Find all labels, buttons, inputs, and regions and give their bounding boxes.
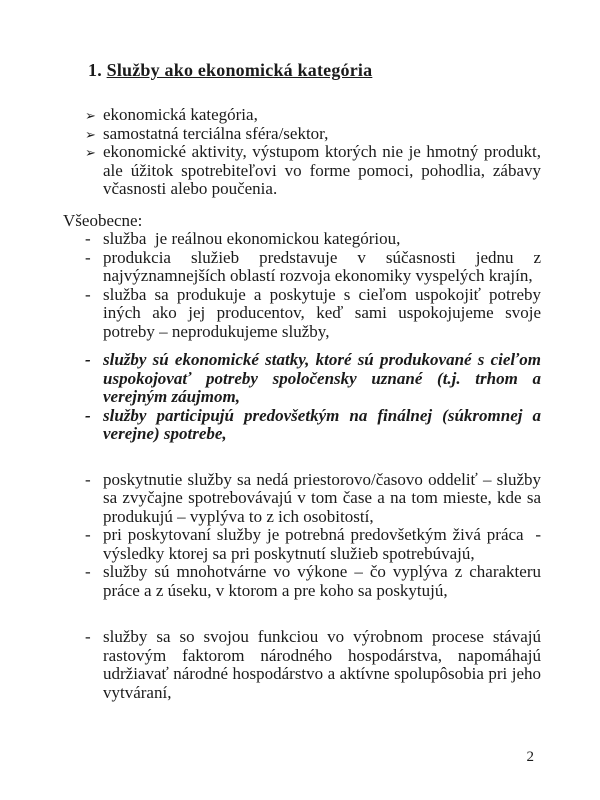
list-item (63, 628, 541, 702)
list-item-text: ekonomická kategória, (103, 105, 258, 124)
arrow-bullet-list (63, 106, 541, 199)
list-item (63, 471, 541, 527)
dash-list-emphasized (63, 351, 541, 444)
list-item-text: ekonomické aktivity, výstupom ktorých nie je hmotný produkt, ale úžitok spotrebiteľovi vo forme pomoci, pohodlia, zábavy včasnosti alebo poučenia. (103, 142, 541, 198)
arrow-bullet-icon: ➢ (85, 126, 96, 142)
list-item (63, 230, 541, 249)
list-item (63, 143, 541, 199)
dash-bullet-icon: - (85, 405, 91, 425)
list-item-text: služby sú mnohotvárne vo výkone – čo vyplýva z charakteru práce a z úseku, v ktorom a pre koho sa poskytujú, (103, 562, 541, 600)
arrow-bullet-icon: ➢ (85, 108, 96, 123)
list-item (63, 249, 541, 286)
dash-list-features (63, 471, 541, 601)
list-item-text: produkcia služieb predstavuje v súčasnosti jednu z najvýznamnejších oblastí rozvoja ekonomiky vyspelých krajín, (103, 247, 541, 285)
list-item-text: služby sa so svojou funkciou vo výrobnom procese stávajú rastovým faktorom národného hospodárstva, napomáhajú udržiavať národné hospodárstvo a aktívne spolupôsobia pri jeho vytváraní, (103, 627, 541, 702)
list-item (63, 286, 541, 342)
page-title (88, 58, 541, 82)
list-item-text: služby participujú predovšetkým na finálnej (súkromnej a verejne) spotrebe, (103, 405, 541, 443)
title-number: 1. (88, 60, 102, 80)
list-item (63, 563, 541, 600)
page-number: 2 (526, 749, 534, 765)
dash-bullet-icon: - (85, 469, 91, 489)
title-underlined-text: Služby ako ekonomická kategória (106, 60, 373, 80)
dash-bullet-icon: - (85, 627, 91, 646)
list-item (63, 106, 541, 125)
dash-list-general (63, 230, 541, 341)
dash-bullet-icon: - (85, 284, 91, 304)
list-item (63, 407, 541, 444)
list-item-text: poskytnutie služby sa nedá priestorovo/časovo oddeliť – služby sa zvyčajne spotrebovávajú v tom čase a na tom mieste, kde sa produkujú – vyplýva to z ich osobitostí, (103, 469, 541, 526)
dash-bullet-icon: - (85, 247, 91, 267)
list-item-text: samostatná terciálna sféra/sektor, (103, 123, 329, 143)
dash-bullet-icon: - (85, 562, 91, 581)
section-heading-vseobecne: Všeobecne: (63, 210, 143, 230)
dash-bullet-icon: - (85, 525, 91, 544)
dash-bullet-icon: - (85, 229, 91, 248)
list-item-text: služba je reálnou ekonomickou kategóriou, (103, 229, 401, 248)
dash-bullet-icon: - (85, 350, 91, 369)
dash-list-growth (63, 628, 541, 702)
list-item-text: služby sú ekonomické statky, ktoré sú produkované s cieľom uspokojovať potreby spoločensky uznané (t.j. trhom a verejným záujmom, (103, 350, 541, 406)
list-item-text: služba sa produkuje a poskytuje s cieľom uspokojiť potreby iných ako jej producentov, keď sami uspokojujeme svoje potreby – neprodukujeme služby, (103, 284, 541, 341)
arrow-bullet-icon: ➢ (85, 145, 96, 160)
list-item (63, 526, 541, 563)
list-item (63, 351, 541, 407)
list-item (63, 125, 541, 144)
list-item-text: pri poskytovaní služby je potrebná predovšetkým živá práca - výsledky ktorej sa pri poskytnutí služieb spotrebúvajú, (103, 525, 541, 563)
